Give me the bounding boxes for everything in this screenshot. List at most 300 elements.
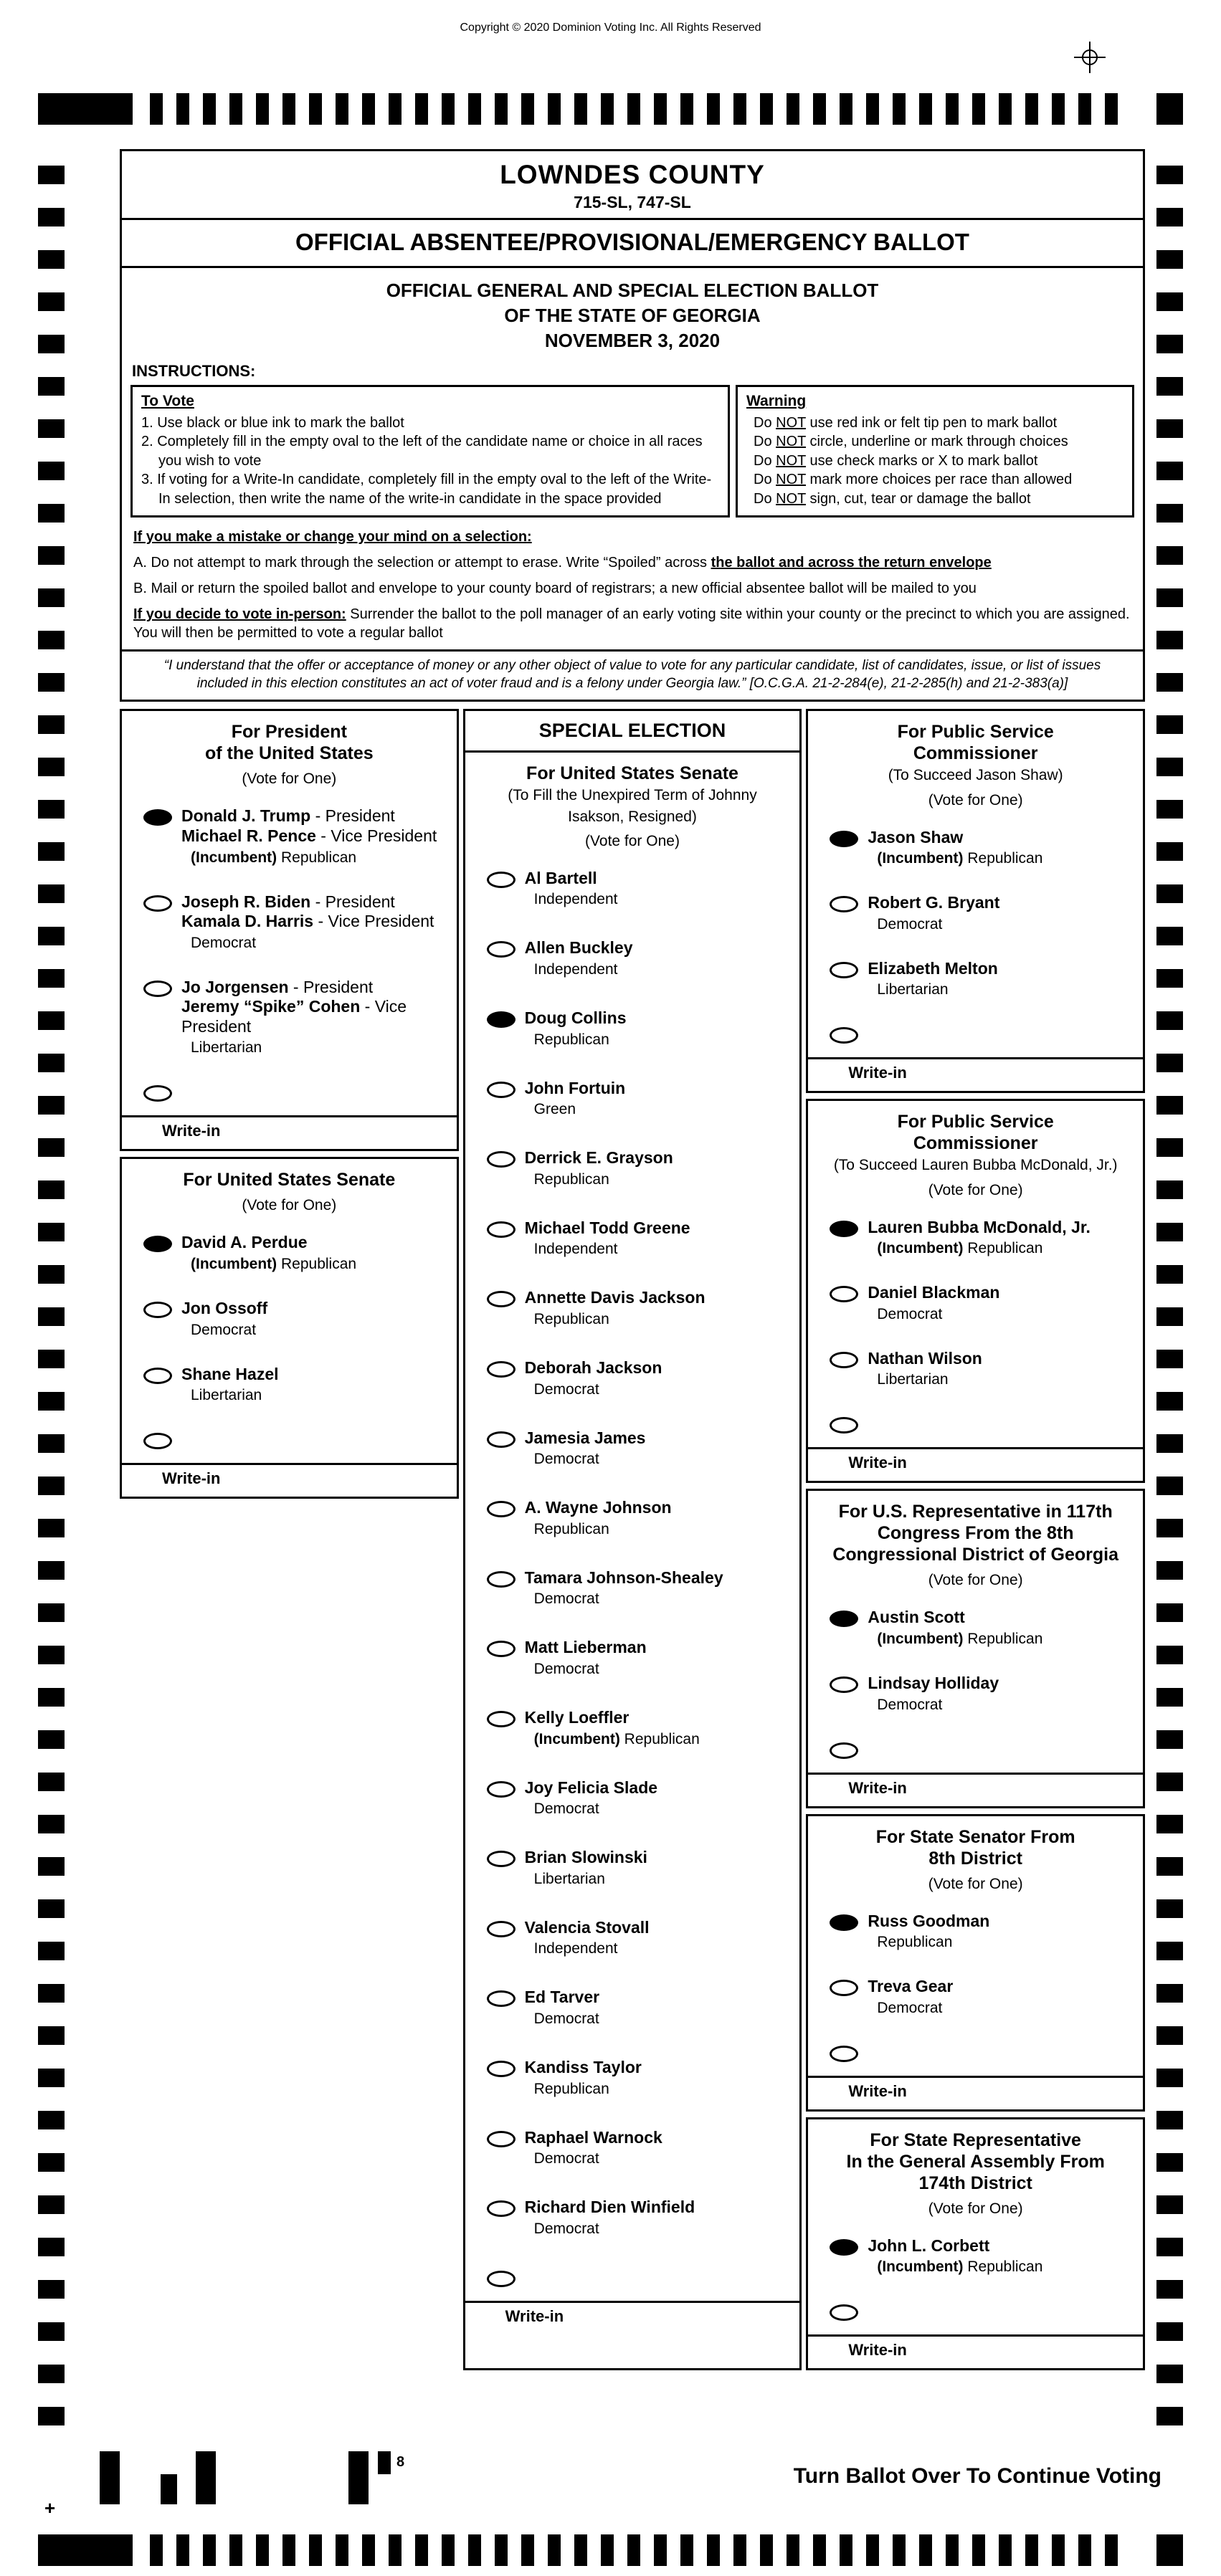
candidate-oval[interactable] — [830, 1980, 858, 1996]
timing-mark — [1156, 673, 1183, 692]
timing-mark — [601, 2534, 614, 2566]
timing-mark — [760, 2534, 773, 2566]
timing-mark — [176, 2534, 189, 2566]
candidate-row — [808, 1218, 1143, 1258]
timing-mark — [38, 1434, 65, 1453]
candidate-name: Richard Dien Winfield — [524, 2198, 695, 2217]
candidate-row — [122, 978, 457, 1057]
instruction-boxes — [122, 383, 1143, 517]
mistake-item-b: B. Mail or return the spoiled ballot and envelope to your county board of registrars; a new official absentee ballot will be mailed to you — [133, 580, 977, 596]
candidate-party: (Incumbent) Republican — [877, 1240, 1043, 1257]
candidate-name: Jason Shaw — [868, 827, 964, 846]
timing-mark — [38, 1096, 65, 1115]
warning-item: Do NOT use check marks or X to mark ballot — [754, 452, 1038, 469]
candidate-name: Matt Lieberman — [524, 1638, 647, 1657]
timing-mark — [919, 93, 932, 125]
timing-mark — [309, 93, 322, 125]
timing-mark — [38, 1223, 65, 1241]
candidate-oval[interactable] — [143, 1236, 172, 1252]
election-subtitle: OF THE STATE OF GEORGIA — [504, 305, 761, 327]
warning-item: Do NOT mark more choices per race than allowed — [754, 472, 1073, 488]
candidate-name: Shane Hazel — [181, 1364, 279, 1383]
candidate-oval[interactable] — [830, 1914, 858, 1931]
write-in-label: Write-in — [848, 1064, 907, 1082]
candidate-name: Treva Gear — [868, 1977, 954, 1996]
candidate-party: Democrat — [191, 1321, 257, 1338]
candidate-row — [465, 869, 800, 909]
timing-mark — [38, 2069, 65, 2087]
timing-mark — [1156, 546, 1183, 565]
candidate-row — [465, 2058, 800, 2098]
write-in-label: Write-in — [848, 2341, 907, 2360]
timing-mark — [1156, 1773, 1183, 1791]
candidate-party: Libertarian — [533, 1870, 605, 1887]
timing-mark — [813, 2534, 826, 2566]
timing-mark — [38, 546, 65, 565]
candidate-name: John L. Corbett — [868, 2236, 990, 2255]
candidate-name: A. Wayne Johnson — [524, 1498, 672, 1517]
timing-mark — [1156, 1392, 1183, 1411]
candidate-oval[interactable] — [487, 1221, 516, 1238]
timing-mark — [38, 1815, 65, 1833]
contest-box — [120, 1157, 459, 1499]
copyright-text: Copyright © 2020 Dominion Voting Inc. All Rights Reserved — [460, 22, 761, 34]
candidate-party: Democrat — [877, 1305, 943, 1322]
timing-mark — [1156, 1561, 1183, 1580]
candidate-oval[interactable] — [487, 1431, 516, 1448]
candidate-oval[interactable] — [487, 1641, 516, 1657]
candidate-row — [808, 1977, 1143, 2017]
candidate-info — [525, 2128, 662, 2168]
code-bar — [161, 2474, 177, 2504]
candidate-party: Democrat — [533, 1660, 599, 1677]
timing-mark — [415, 93, 428, 125]
candidate-name: Jon Ossoff — [181, 1299, 268, 1318]
timing-mark — [1156, 1434, 1183, 1453]
candidate-row — [465, 1008, 800, 1049]
warning-box — [736, 385, 1134, 517]
timing-mark — [1156, 292, 1183, 311]
timing-mark — [38, 1730, 65, 1749]
candidate-party: Democrat — [533, 1380, 599, 1398]
candidate-info — [868, 1977, 953, 2017]
timing-mark — [442, 93, 455, 125]
candidate-name: Jamesia James — [524, 1428, 646, 1447]
timing-mark — [1156, 1942, 1183, 1960]
contest-title: For United States Senate — [183, 1170, 396, 1191]
candidate-name: Al Bartell — [524, 868, 597, 887]
candidate-oval[interactable] — [830, 1611, 858, 1627]
candidate-row — [808, 1608, 1143, 1648]
timing-mark — [38, 335, 65, 353]
warning-item: Do NOT use red ink or felt tip pen to mark ballot — [754, 415, 1058, 431]
write-in-label: Write-in — [848, 2081, 907, 2100]
candidate-party: Democrat — [191, 934, 257, 951]
timing-mark — [468, 2534, 481, 2566]
code-bar — [348, 2451, 369, 2504]
candidate-oval[interactable] — [143, 895, 172, 912]
timing-mark — [362, 93, 375, 125]
timing-mark — [1156, 1857, 1183, 1876]
timing-mark — [389, 93, 402, 125]
candidate-oval[interactable] — [830, 831, 858, 847]
election-title: OFFICIAL GENERAL AND SPECIAL ELECTION BALLOT — [386, 280, 879, 301]
candidate-oval[interactable] — [487, 2061, 516, 2077]
candidate-info — [525, 1498, 672, 1538]
timing-mark — [38, 2280, 65, 2299]
candidate-row — [465, 2128, 800, 2168]
candidate-name: Lindsay Holliday — [868, 1673, 999, 1692]
candidate-oval[interactable] — [487, 1501, 516, 1517]
write-in-label: Write-in — [848, 1454, 907, 1472]
candidate-name: Derrick E. Grayson — [524, 1148, 673, 1168]
candidate-oval[interactable] — [487, 872, 516, 888]
vote-for-instruction: (Vote for One) — [585, 832, 680, 849]
timing-mark — [707, 2534, 720, 2566]
contest-box — [806, 1814, 1145, 2112]
timing-mark — [38, 1561, 65, 1580]
candidate-oval[interactable] — [487, 1151, 516, 1168]
timing-mark — [1156, 419, 1183, 438]
contest-title: 174th District — [918, 2172, 1032, 2193]
candidate-name: Russ Goodman — [868, 1911, 990, 1930]
timing-mark — [1105, 2534, 1118, 2566]
contest-box — [806, 1099, 1145, 1483]
write-in-oval[interactable] — [830, 1742, 858, 1759]
candidate-party: Independent — [533, 891, 618, 908]
timing-mark — [38, 1180, 65, 1199]
candidate-name: Kandiss Taylor — [524, 2057, 642, 2076]
election-title-block — [122, 268, 1143, 356]
timing-marks-top — [38, 93, 1183, 125]
mistake-instructions — [122, 517, 1143, 642]
candidate-name: Kamala D. Harris - Vice President — [181, 912, 434, 931]
timing-mark — [813, 93, 826, 125]
vote-for-instruction: (Vote for One) — [242, 1197, 337, 1214]
to-vote-item: 3. If voting for a Write-In candidate, completely fill in the empty oval to the left of the Write-In selection, then write the name of the write-in candidate in the space provided — [141, 472, 712, 507]
candidate-info — [525, 869, 618, 909]
candidate-oval[interactable] — [487, 1361, 516, 1378]
timing-mark — [38, 1603, 65, 1622]
contest-note: (To Succeed Jason Shaw) — [888, 767, 1063, 784]
timing-mark — [38, 2407, 65, 2425]
timing-mark — [1156, 2069, 1183, 2087]
timing-mark — [38, 166, 65, 184]
timing-mark — [38, 2365, 65, 2383]
contest-note: Isakson, Resigned) — [568, 808, 697, 825]
candidate-oval[interactable] — [143, 1368, 172, 1384]
timing-mark — [38, 1477, 65, 1495]
contest-title: For Public Service — [897, 722, 1054, 743]
candidate-oval[interactable] — [487, 2200, 516, 2217]
candidate-name: Kelly Loeffler — [524, 1707, 629, 1727]
timing-mark — [38, 800, 65, 819]
warning-item: Do NOT sign, cut, tear or damage the ballot — [754, 490, 1031, 507]
write-in-oval[interactable] — [143, 1085, 172, 1102]
candidate-oval[interactable] — [487, 1921, 516, 1937]
timing-mark — [38, 1392, 65, 1411]
candidate-party: Republican — [877, 1934, 953, 1951]
timing-mark — [1156, 969, 1183, 988]
contest-title: For Public Service — [897, 1112, 1054, 1132]
contest-header — [808, 2119, 1143, 2236]
candidate-party: Democrat — [533, 2220, 599, 2237]
timing-mark — [1025, 93, 1038, 125]
timing-mark — [38, 1646, 65, 1664]
candidate-name: Donald J. Trump - President — [181, 806, 395, 826]
timing-mark — [38, 842, 65, 861]
timing-mark — [1156, 377, 1183, 396]
candidate-party: Republican — [533, 1031, 609, 1048]
timing-mark — [1156, 1350, 1183, 1368]
timing-mark — [38, 969, 65, 988]
candidate-oval[interactable] — [830, 962, 858, 978]
candidate-oval[interactable] — [487, 1851, 516, 1867]
timing-mark — [1156, 335, 1183, 353]
candidate-info — [525, 2058, 642, 2098]
candidate-row — [465, 1918, 800, 1958]
candidate-party: Libertarian — [877, 981, 949, 998]
ballot-column — [120, 709, 459, 2370]
write-in-oval[interactable] — [487, 2271, 516, 2287]
timing-mark — [601, 93, 614, 125]
candidate-party: (Incumbent) Republican — [191, 1256, 357, 1273]
candidate-oval[interactable] — [487, 1291, 516, 1307]
special-election-header: SPECIAL ELECTION — [465, 711, 800, 753]
timing-mark — [733, 2534, 746, 2566]
candidate-row — [808, 959, 1143, 999]
timing-mark — [1156, 250, 1183, 269]
county-name: LOWNDES COUNTY — [500, 160, 765, 189]
election-date: NOVEMBER 3, 2020 — [544, 330, 721, 352]
timing-mark — [574, 93, 587, 125]
contest-note: (To Fill the Unexpired Term of Johnny — [508, 787, 757, 804]
timing-mark — [38, 1942, 65, 1960]
candidate-row — [465, 1848, 800, 1888]
candidate-info — [868, 1283, 999, 1323]
ballot-code-marks — [100, 2451, 530, 2506]
in-person-instructions — [133, 605, 1131, 642]
code-bar — [100, 2451, 120, 2504]
candidate-party: (Incumbent) Republican — [877, 2258, 1043, 2276]
candidate-info — [525, 1638, 647, 1678]
timing-mark — [38, 1011, 65, 1030]
timing-mark — [627, 93, 640, 125]
candidate-party: Independent — [533, 1241, 618, 1258]
to-vote-items — [141, 414, 719, 508]
timing-mark — [1156, 504, 1183, 523]
candidate-oval[interactable] — [830, 1286, 858, 1302]
timing-mark — [1078, 93, 1091, 125]
candidate-row — [465, 1358, 800, 1398]
candidate-name: Ed Tarver — [524, 1988, 600, 2007]
candidate-row — [465, 1288, 800, 1328]
timing-mark — [38, 1688, 65, 1707]
candidate-row — [465, 1428, 800, 1469]
vote-for-instruction: (Vote for One) — [242, 771, 337, 788]
candidate-oval[interactable] — [487, 1571, 516, 1588]
write-in-label: Write-in — [848, 1778, 907, 1797]
candidate-row — [465, 938, 800, 978]
write-in-oval[interactable] — [830, 2304, 858, 2321]
candidate-row — [808, 893, 1143, 933]
contest-title: In the General Assembly From — [846, 2151, 1105, 2172]
candidate-info — [868, 959, 997, 999]
timing-mark — [38, 2026, 65, 2045]
contest-columns — [120, 709, 1145, 2370]
contest-title: Congressional District of Georgia — [832, 1545, 1119, 1565]
timing-mark — [282, 2534, 295, 2566]
candidate-info — [181, 1233, 356, 1273]
candidate-party: Libertarian — [877, 1371, 949, 1388]
timing-mark — [654, 2534, 667, 2566]
timing-mark — [1052, 93, 1065, 125]
write-in-oval[interactable] — [830, 1027, 858, 1044]
voter-fraud-notice: “I understand that the offer or acceptance of money or any other object of value to vote for any particular candidate, list of candidates, issue, or list of issues included in this election constitutes an act of voter fraud and is a felony under Georgia law.” [O.C.G.A. 21-2-284(e), 21-2-285(h) and 21-2-383(a)] — [122, 649, 1143, 700]
candidate-row — [465, 1498, 800, 1538]
contest-box — [806, 2117, 1145, 2371]
mistake-item-a-underline: the ballot and across the return envelope — [711, 554, 992, 571]
candidate-oval[interactable] — [487, 1781, 516, 1798]
candidate-party: Libertarian — [191, 1387, 262, 1404]
warning-title: Warning — [746, 393, 807, 410]
instructions-label: INSTRUCTIONS: — [132, 362, 256, 381]
candidate-name: Joseph R. Biden - President — [181, 892, 395, 911]
timing-mark — [548, 93, 561, 125]
timing-mark — [1156, 2365, 1183, 2383]
candidate-oval[interactable] — [487, 1011, 516, 1028]
timing-mark — [150, 2534, 163, 2566]
vote-for-instruction: (Vote for One) — [928, 791, 1023, 808]
timing-mark — [229, 2534, 242, 2566]
candidate-name: Nathan Wilson — [868, 1348, 982, 1368]
candidate-name: Raphael Warnock — [524, 2127, 662, 2147]
timing-mark — [38, 2238, 65, 2256]
timing-mark — [1078, 2534, 1091, 2566]
timing-mark — [707, 93, 720, 125]
candidate-party: Democrat — [533, 2010, 599, 2027]
timing-mark — [1156, 1730, 1183, 1749]
timing-mark-corner — [1156, 2534, 1183, 2566]
candidate-party: Republican — [533, 2080, 609, 2097]
candidate-oval[interactable] — [830, 1221, 858, 1237]
candidate-row — [122, 892, 457, 952]
timing-mark — [38, 2153, 65, 2172]
candidate-row — [465, 1708, 800, 1748]
candidate-oval[interactable] — [830, 1676, 858, 1693]
timing-mark — [1156, 2153, 1183, 2172]
timing-mark — [282, 93, 295, 125]
candidate-info — [525, 2198, 695, 2238]
timing-mark — [336, 2534, 348, 2566]
candidate-party: (Incumbent) Republican — [877, 1630, 1043, 1647]
timing-mark — [760, 93, 773, 125]
timing-mark — [1156, 2280, 1183, 2299]
timing-mark — [1156, 1138, 1183, 1157]
candidate-oval[interactable] — [830, 896, 858, 912]
candidate-row — [465, 1568, 800, 1608]
timing-mark — [1105, 93, 1118, 125]
candidate-oval[interactable] — [487, 941, 516, 958]
contest-title: For U.S. Representative in 117th — [838, 1502, 1113, 1522]
candidate-row — [808, 1349, 1143, 1389]
timing-mark — [442, 2534, 455, 2566]
timing-mark — [893, 93, 906, 125]
timing-mark — [733, 93, 746, 125]
candidate-info — [525, 1778, 657, 1818]
timing-mark — [627, 2534, 640, 2566]
timing-mark — [38, 1265, 65, 1284]
candidate-oval[interactable] — [143, 1302, 172, 1318]
timing-mark — [468, 93, 481, 125]
timing-mark — [1156, 166, 1183, 184]
candidate-info — [525, 938, 633, 978]
to-vote-item: 2. Completely fill in the empty oval to the left of the candidate name or choice in all races you wish to vote — [141, 434, 703, 469]
write-in-oval[interactable] — [143, 1433, 172, 1449]
ballot-column — [806, 709, 1145, 2370]
timing-mark-corner — [38, 93, 133, 125]
timing-mark — [1156, 2111, 1183, 2129]
write-in-label: Write-in — [162, 1122, 221, 1140]
write-in-oval[interactable] — [830, 2046, 858, 2062]
candidate-oval[interactable] — [487, 2131, 516, 2147]
contest-header — [122, 1159, 457, 1233]
candidate-oval[interactable] — [487, 1082, 516, 1098]
timing-mark — [946, 93, 959, 125]
timing-mark — [521, 93, 534, 125]
candidate-name: Austin Scott — [868, 1608, 965, 1627]
write-in-oval-row — [122, 1082, 457, 1105]
contest-title: of the United States — [204, 743, 374, 764]
candidate-oval[interactable] — [143, 809, 172, 826]
warning-items — [746, 414, 1123, 508]
timing-mark — [1156, 842, 1183, 861]
timing-mark — [1156, 2195, 1183, 2214]
candidate-oval[interactable] — [830, 1352, 858, 1368]
timing-mark — [38, 2195, 65, 2214]
ballot-header — [120, 149, 1145, 702]
candidate-row — [465, 1988, 800, 2028]
timing-mark — [309, 2534, 322, 2566]
timing-mark — [1156, 2026, 1183, 2045]
timing-mark — [38, 758, 65, 776]
candidate-party: Democrat — [877, 915, 943, 932]
candidate-oval[interactable] — [487, 1990, 516, 2007]
candidate-oval[interactable] — [830, 2239, 858, 2256]
write-in-oval[interactable] — [830, 1417, 858, 1434]
timing-marks-right — [1156, 166, 1183, 2425]
candidate-party: Democrat — [533, 2150, 599, 2167]
timing-mark — [38, 1857, 65, 1876]
write-in-oval-row — [122, 1430, 457, 1453]
timing-mark — [150, 93, 163, 125]
candidate-row — [465, 1638, 800, 1678]
timing-mark — [1156, 588, 1183, 607]
timing-mark — [38, 462, 65, 480]
candidate-row — [465, 1218, 800, 1259]
candidate-party: Independent — [533, 961, 618, 978]
candidate-name: David A. Perdue — [181, 1233, 308, 1252]
candidate-row — [808, 828, 1143, 868]
contest-note: (To Succeed Lauren Bubba McDonald, Jr.) — [833, 1157, 1118, 1174]
candidate-oval[interactable] — [487, 1711, 516, 1727]
vote-for-instruction: (Vote for One) — [928, 1875, 1023, 1892]
timing-mark — [38, 884, 65, 903]
timing-mark — [1025, 2534, 1038, 2566]
contest-title: 8th District — [928, 1848, 1022, 1869]
write-in-oval-row — [808, 1024, 1143, 1047]
candidate-oval[interactable] — [143, 981, 172, 997]
